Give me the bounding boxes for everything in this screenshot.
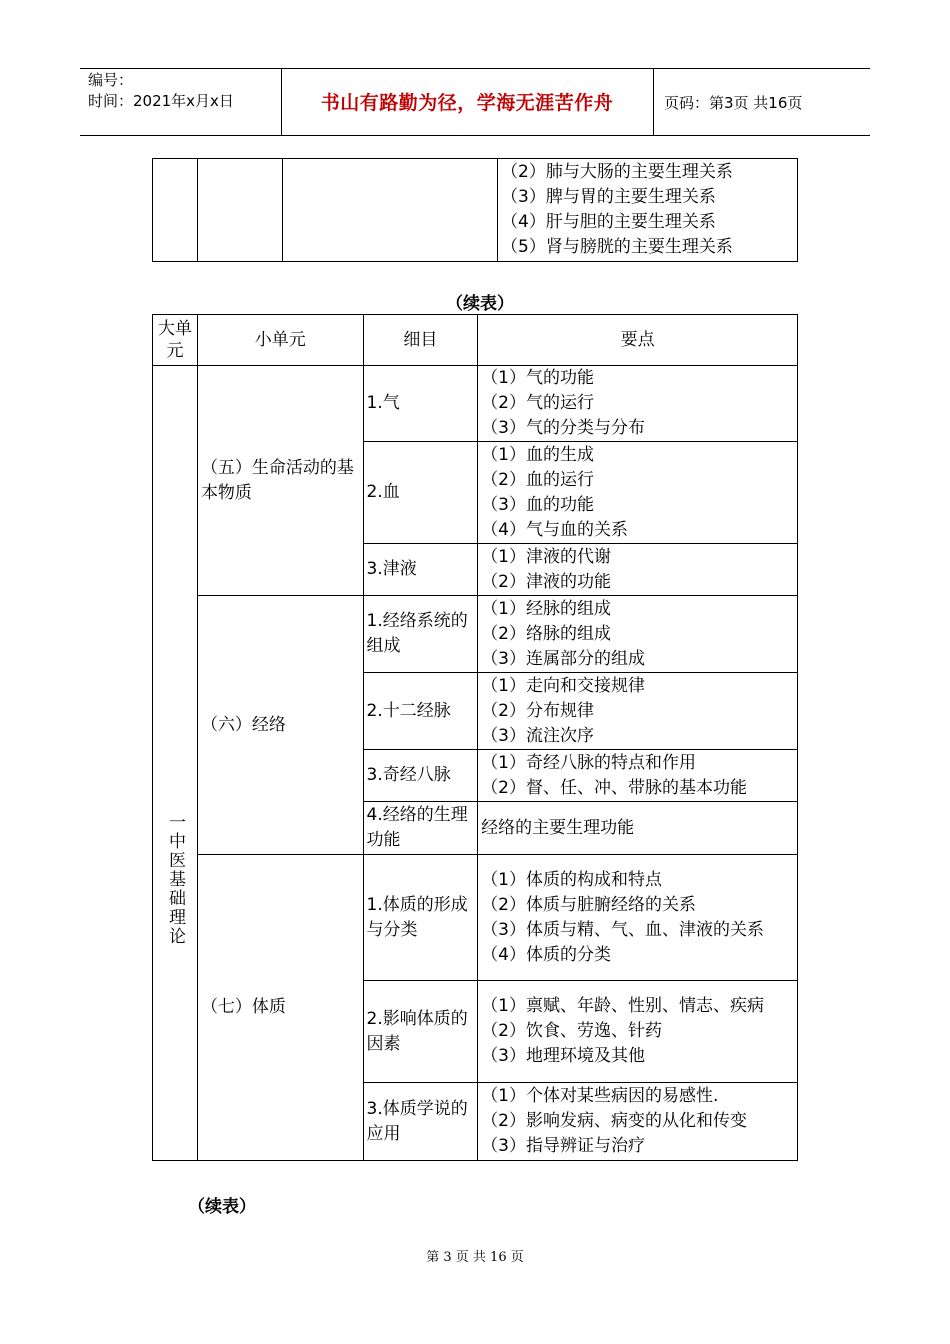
point: （1）经脉的组成 [481,598,611,619]
point: （2）饮食、劳逸、针药 [481,1021,662,1041]
header-item: 细目 [363,315,478,366]
time-label: 时间：2021年x月x日 [88,92,234,110]
point: （3）体质与精、气、血、津液的关系 [481,919,764,940]
point: （1）血的生成 [481,444,594,465]
points-cell [478,544,798,596]
top-point: （2）肺与大肠的主要生理关系 [501,162,733,182]
header-points: 要点 [478,315,798,366]
points-cell [478,802,798,855]
table-caption: （续表） [446,294,514,314]
header-left [88,70,234,112]
points-cell [478,855,798,981]
point: （2）络脉的组成 [481,623,611,644]
item-cell: 2.影响体质的因素 [363,981,478,1083]
top-point: （5）肾与膀胱的主要生理关系 [501,237,733,257]
header-divider-right [653,68,654,136]
point: （4）体质的分类 [481,944,611,965]
minor-unit-label: （七）体质 [200,997,286,1017]
point: （1）气的功能 [481,368,594,388]
point: （2）血的运行 [481,469,594,490]
point: （1）津液的代谢 [481,546,611,567]
point: （3）气的分类与分布 [481,418,645,438]
point: （3）流注次序 [481,725,594,746]
point: （1）禀赋、年龄、性别、情志、疾病 [481,996,764,1016]
top-empty-cell-2 [198,159,283,262]
points-cell [478,750,798,802]
item-cell: 2.十二经脉 [363,673,478,750]
points-cell [478,1083,798,1161]
points-cell [478,596,798,673]
table-caption-2: （续表） [188,1197,256,1217]
header-unit-major: 大单元 [153,315,198,366]
point: （1）奇经八脉的特点和作用 [481,752,696,773]
header-unit-minor: 小单元 [197,315,363,366]
syllabus-table [152,314,798,1161]
page-footer: 第 3 页 共 16 页 [426,1250,524,1265]
top-continuation-table [152,158,798,262]
point: （3）血的功能 [481,494,594,515]
points-cell [478,366,798,442]
point: （1）体质的构成和特点 [481,869,662,890]
point: 经络的主要生理功能 [481,817,635,838]
top-point: （3）脾与胃的主要生理关系 [501,187,716,207]
top-points-cell [498,159,798,262]
point: （2）体质与脏腑经络的关系 [481,894,696,915]
points-cell [478,981,798,1083]
major-unit-label: 一中医基础理论 [164,812,185,946]
minor-unit-cell [197,366,363,596]
minor-unit-cell [197,855,363,1161]
point: （3）地理环境及其他 [481,1046,645,1066]
point: （1）个体对某些病因的易感性. [481,1086,719,1106]
point: （3）指导辨证与治疗 [481,1136,645,1156]
minor-unit-label: （六）经络 [200,714,286,735]
item-cell: 1.气 [363,366,478,442]
item-cell: 1.经络系统的组成 [363,596,478,673]
item-cell: 3.津液 [363,544,478,596]
minor-unit-label: （五）生命活动的基本物质 [200,457,354,503]
number-label: 编号： [88,71,134,89]
item-cell: 3.体质学说的应用 [363,1083,478,1161]
item-cell: 2.血 [363,442,478,544]
point: （2）分布规律 [481,700,594,721]
minor-unit-cell [197,596,363,855]
point: （1）走向和交接规律 [481,675,645,696]
points-cell [478,442,798,544]
header-motto: 书山有路勤为径，学海无涯苦作舟 [320,92,614,114]
point: （3）连属部分的组成 [481,648,645,669]
points-cell [478,673,798,750]
item-cell: 1.体质的形成与分类 [363,855,478,981]
item-cell: 4.经络的生理功能 [363,802,478,855]
point: （2）督、任、冲、带脉的基本功能 [481,777,747,798]
top-empty-cell-3 [283,159,498,262]
point: （2）气的运行 [481,393,594,413]
major-unit-cell [153,366,198,1161]
top-empty-cell-1 [153,159,198,262]
point: （2）影响发病、病变的从化和传变 [481,1111,747,1131]
point: （4）气与血的关系 [481,519,628,540]
point: （2）津液的功能 [481,571,611,592]
top-point: （4）肝与胆的主要生理关系 [501,212,716,232]
item-cell: 3.奇经八脉 [363,750,478,802]
header-page-info: 页码：第3页 共16页 [664,94,803,112]
header-bottom-rule [80,135,870,136]
